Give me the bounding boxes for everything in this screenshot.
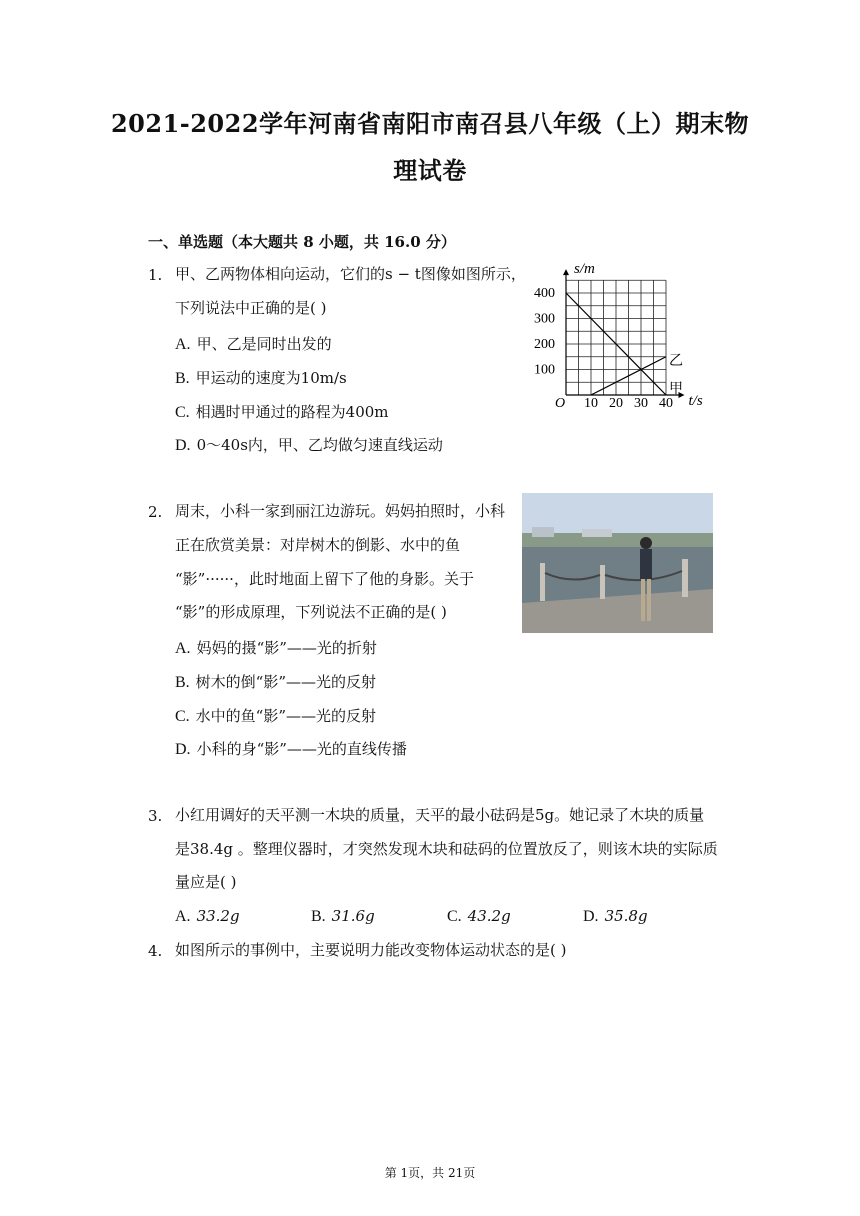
question-number: 3. <box>148 807 163 825</box>
question-text-line: “影”······，此时地面上留下了他的身影。关于 <box>175 570 474 588</box>
person-leg <box>647 579 651 621</box>
option-b[interactable] <box>311 907 375 926</box>
person-body <box>640 549 652 579</box>
question-number: 1. <box>148 266 163 284</box>
x-tick-label: 40 <box>659 396 673 408</box>
x-tick-label: 30 <box>634 396 648 408</box>
series-label: 乙 <box>669 353 683 369</box>
option-d[interactable] <box>583 907 648 926</box>
option-c[interactable] <box>447 907 511 926</box>
y-tick-label: 300 <box>534 311 555 327</box>
option-d[interactable] <box>175 738 407 759</box>
question-text-line: 是38.4g 。整理仪器时，才突然发现木块和砝码的位置放反了，则该木块的实际质 <box>175 840 718 858</box>
x-tick-label: 20 <box>609 396 623 408</box>
option-letter: C. <box>175 708 190 725</box>
option-letter: A. <box>175 640 191 657</box>
option-text: 33.2g <box>196 907 240 925</box>
question-text-line: 正在欣赏美景：对岸树木的倒影、水中的鱼 <box>175 536 461 554</box>
fence-post <box>600 565 605 599</box>
exam-title-line2: 理试卷 <box>393 156 467 185</box>
st-graph <box>528 258 728 408</box>
question-text-line: 周末，小科一家到丽江边游玩。妈妈拍照时，小科 <box>175 502 506 520</box>
question-text-line: 如图所示的事例中，主要说明力能改变物体运动状态的是( ) <box>175 941 567 959</box>
option-c[interactable] <box>175 705 376 726</box>
option-letter: D. <box>583 908 599 925</box>
option-text: 43.2g <box>467 907 511 925</box>
option-text: 水中的鱼“影”——光的反射 <box>195 707 377 725</box>
option-letter: D. <box>175 437 191 454</box>
question-number: 2. <box>148 503 163 521</box>
option-letter: D. <box>175 741 191 758</box>
y-tick-label: 200 <box>534 337 555 352</box>
option-letter: B. <box>175 370 190 387</box>
option-text: 妈妈的摄“影”——光的折射 <box>196 639 377 657</box>
option-a[interactable] <box>175 637 377 658</box>
option-text: 35.8g <box>604 907 648 925</box>
option-letter: A. <box>175 908 191 925</box>
option-b[interactable] <box>175 671 376 692</box>
option-letter: C. <box>175 404 190 421</box>
option-letter: B. <box>311 908 326 925</box>
fence-post <box>540 563 545 601</box>
y-axis-label: s/m <box>574 261 595 277</box>
question-text-line: 下列说法中正确的是( ) <box>175 299 327 317</box>
exam-title-line1: 2021-2022学年河南省南阳市南召县八年级（上）期末物 <box>110 109 750 138</box>
option-letter: C. <box>447 908 462 925</box>
origin-label: O <box>555 396 566 408</box>
option-a[interactable] <box>175 333 332 354</box>
option-text: 甲、乙是同时出发的 <box>196 335 332 353</box>
section-heading: 一、单选题（本大题共 8 小题，共 16.0 分） <box>148 233 456 251</box>
option-letter: B. <box>175 674 190 691</box>
option-text: 树木的倒“影”——光的反射 <box>195 673 377 691</box>
question-text-line: 小红用调好的天平测一木块的质量，天平的最小砝码是5g。她记录了木块的质量 <box>175 806 705 824</box>
far-building <box>582 529 612 537</box>
person-leg <box>641 579 645 621</box>
option-letter: A. <box>175 336 191 353</box>
x-tick-label: 10 <box>584 396 598 408</box>
option-text: 甲运动的速度为10m/s <box>195 369 347 387</box>
option-text: 相遇时甲通过的路程为400m <box>195 403 389 421</box>
y-tick-label: 400 <box>534 286 555 301</box>
far-building <box>532 527 554 537</box>
question-text-line: 甲、乙两物体相向运动，它们的s − t图像如图所示， <box>175 265 526 283</box>
lake-photo <box>522 493 713 633</box>
question-text-line: “影”的形成原理，下列说法不正确的是( ) <box>175 603 447 621</box>
option-b[interactable] <box>175 367 347 388</box>
option-a[interactable] <box>175 907 240 926</box>
option-text: 31.6g <box>331 907 375 925</box>
person-head <box>640 537 652 549</box>
option-text: 小科的身“影”——光的直线传播 <box>196 740 407 758</box>
option-d[interactable] <box>175 434 443 455</box>
question-number: 4. <box>148 942 163 960</box>
option-c[interactable] <box>175 401 389 422</box>
option-text: 0～40s内，甲、乙均做匀速直线运动 <box>196 436 443 454</box>
page-footer: 第 1页，共 21页 <box>384 1166 476 1180</box>
y-tick-label: 100 <box>534 362 555 378</box>
x-axis-label: t/s <box>688 393 703 408</box>
y-axis-arrow <box>563 269 569 275</box>
series-label: 甲 <box>669 382 683 397</box>
fence-post <box>682 559 688 597</box>
question-text-line: 量应是( ) <box>175 873 237 891</box>
